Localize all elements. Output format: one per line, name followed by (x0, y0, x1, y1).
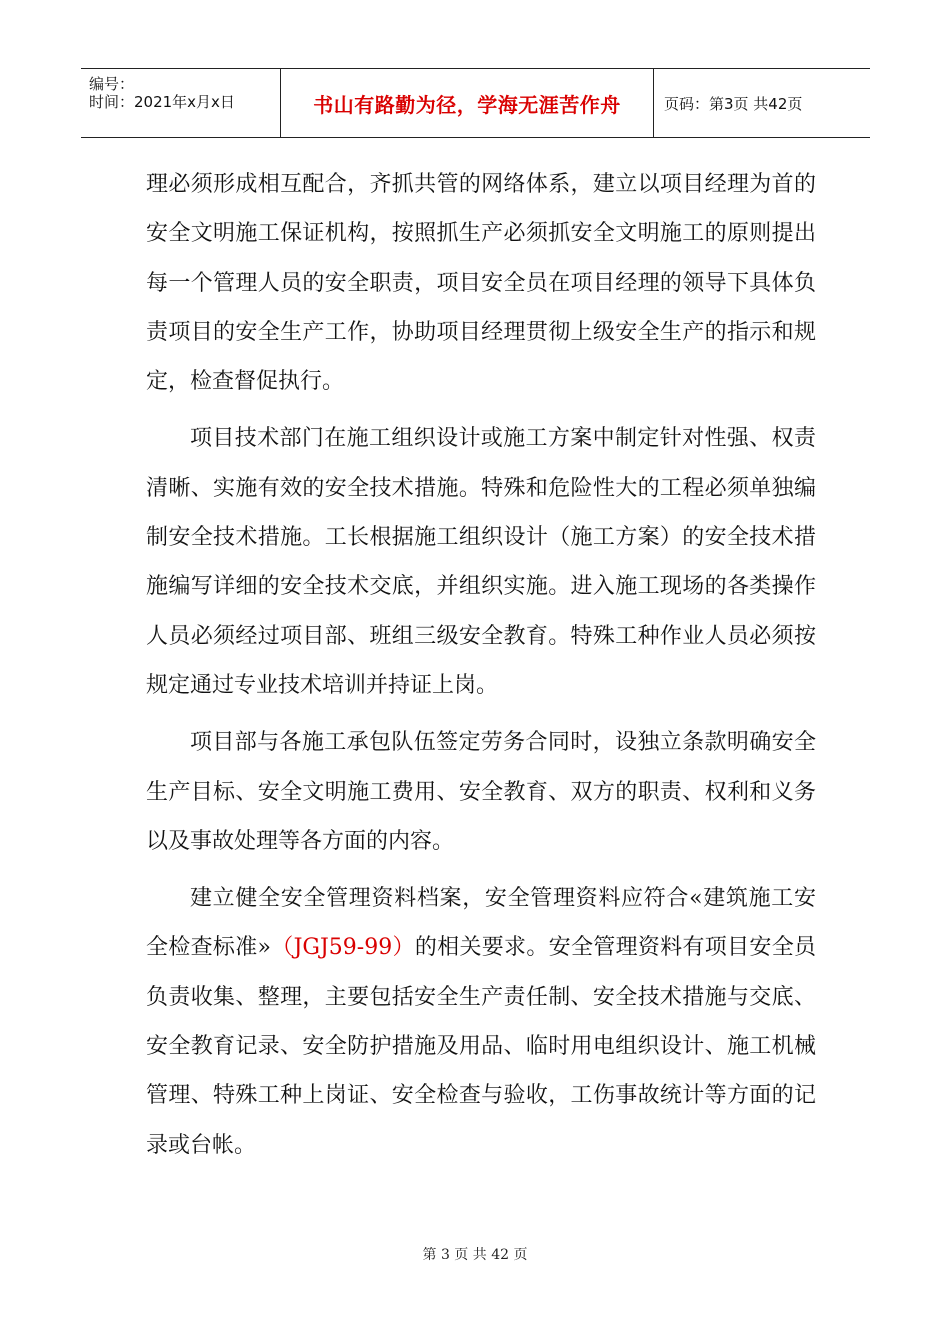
header-meta-cell (81, 69, 281, 137)
body-paragraph-3: 项目部与各施工承包队伍签定劳务合同时，设独立条款明确安全生产目标、安全文明施工费用、安全教育、双方的职责、权利和义务以及事故处理等各方面的内容。 (146, 730, 816, 854)
standard-code: （JGJ59-99） (270, 935, 415, 961)
page-header (81, 68, 870, 138)
paragraph-4-text-a: 建立健全安全管理资料档案，安全管理资料应符合«建筑施工安全检查标准» (146, 886, 816, 961)
page-footer: 第 3 页 共 42 页 (422, 1247, 528, 1263)
body-paragraph-4 (146, 874, 816, 1170)
header-page-info: 页码：第3页 共42页 (664, 94, 803, 113)
body-paragraph-1: 理必须形成相互配合，齐抓共管的网络体系，建立以项目经理为首的安全文明施工保证机构，按照抓生产必须抓安全文明施工的原则提出每一个管理人员的安全职责，项目安全员在项目经理的领导下具体负责项目的安全生产工作，协助项目经理贯彻上级安全生产的指示和规定，检查督促执行。 (146, 172, 816, 395)
paragraph-4-text-b: 的相关要求。安全管理资料有项目安全员负责收集、整理，主要包括安全生产责任制、安全技术措施与交底、安全教育记录、安全防护措施及用品、临时用电组织设计、施工机械管理、特殊工种上岗证、安全检查与验收，工伤事故统计等方面的记录或台帐。 (146, 935, 816, 1158)
document-time-label: 时间：2021年x月x日 (89, 93, 235, 111)
body-paragraph-2: 项目技术部门在施工组织设计或施工方案中制定针对性强、权责清晰、实施有效的安全技术措施。特殊和危险性大的工程必须单独编制安全技术措施。工长根据施工组织设计（施工方案）的安全技术措施编写详细的安全技术交底，并组织实施。进入施工现场的各类操作人员必须经过项目部、班组三级安全教育。特殊工种作业人员必须按规定通过专业技术培训并持证上岗。 (146, 426, 816, 698)
header-motto-cell (281, 69, 654, 137)
header-motto: 书山有路勤为径，学海无涯苦作舟 (313, 92, 621, 117)
document-body (146, 160, 816, 1178)
document-number-label: 编号： (89, 75, 135, 93)
